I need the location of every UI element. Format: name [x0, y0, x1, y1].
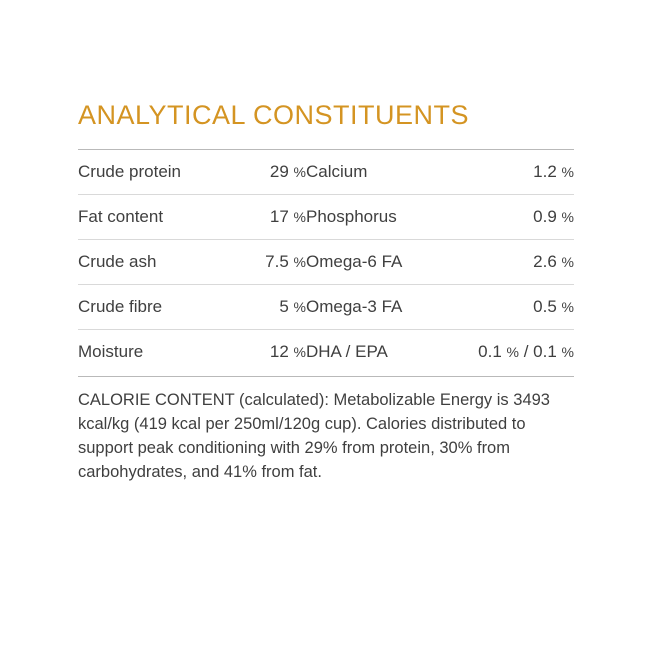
nutrient-unit: % — [561, 209, 574, 225]
nutrient-amount: 12 — [269, 342, 289, 361]
nutrient-unit: % — [293, 299, 306, 315]
nutrient-unit: % — [561, 254, 574, 270]
nutrient-amount: 0.9 — [533, 207, 557, 226]
nutrient-unit: % — [293, 254, 306, 270]
bottom-divider — [78, 376, 574, 377]
nutrient-amount: 29 — [269, 162, 289, 181]
nutrient-label: Crude fibre — [78, 285, 228, 330]
nutrient-value — [456, 150, 574, 195]
nutrient-label: Crude protein — [78, 150, 228, 195]
nutrient-unit: % — [561, 164, 574, 180]
nutrient-value — [228, 240, 306, 285]
table-row — [78, 285, 574, 330]
nutrient-unit-secondary: % — [561, 344, 574, 360]
nutrient-value — [228, 285, 306, 330]
nutrient-label: DHA / EPA — [306, 342, 388, 361]
nutrient-amount: 17 — [269, 207, 289, 226]
table-row — [78, 195, 574, 240]
nutrient-label: Calcium — [306, 150, 456, 195]
calorie-content-text: CALORIE CONTENT (calculated): Metabolizable Energy is 3493 kcal/kg (419 kcal per 250ml/120g cup). Calories distributed to support peak conditioning with 29% from protein, 30% from carbohydrates, and 41% from fat. — [78, 391, 550, 481]
nutrient-value — [228, 330, 306, 375]
nutrient-value — [456, 330, 574, 375]
nutrient-value — [228, 195, 306, 240]
nutrient-amount: 0.1 — [478, 342, 502, 361]
nutrient-unit: % — [561, 299, 574, 315]
nutrient-amount: 1.2 — [533, 162, 557, 181]
nutrient-label: Crude ash — [78, 240, 228, 285]
nutrient-amount: 0.5 — [533, 297, 557, 316]
nutrient-label: Fat content — [78, 195, 228, 240]
nutrients-table — [78, 150, 574, 374]
nutrient-value — [228, 150, 306, 195]
nutrient-amount: 7.5 — [265, 252, 289, 271]
nutrient-amount: 5 — [279, 297, 289, 316]
nutrient-value — [456, 285, 574, 330]
nutrient-label: Omega-3 FA — [306, 285, 456, 330]
nutrient-unit: % — [293, 164, 306, 180]
nutrient-unit: % — [293, 344, 306, 360]
nutrient-amount-secondary: 0.1 — [533, 342, 557, 361]
nutrient-value — [456, 195, 574, 240]
page-title: ANALYTICAL CONSTITUENTS — [78, 100, 470, 130]
nutrient-unit: % — [293, 209, 306, 225]
value-separator: / — [523, 342, 529, 361]
analytical-constituents-panel — [78, 100, 574, 501]
table-row — [78, 240, 574, 285]
nutrient-unit: % — [506, 344, 519, 360]
nutrient-value — [456, 240, 574, 285]
table-row — [78, 150, 574, 195]
nutrient-label: Moisture — [78, 342, 144, 361]
nutrient-label: Phosphorus — [306, 195, 456, 240]
table-row — [78, 330, 574, 375]
nutrient-amount: 2.6 — [533, 252, 557, 271]
nutrient-label: Omega-6 FA — [306, 240, 456, 285]
